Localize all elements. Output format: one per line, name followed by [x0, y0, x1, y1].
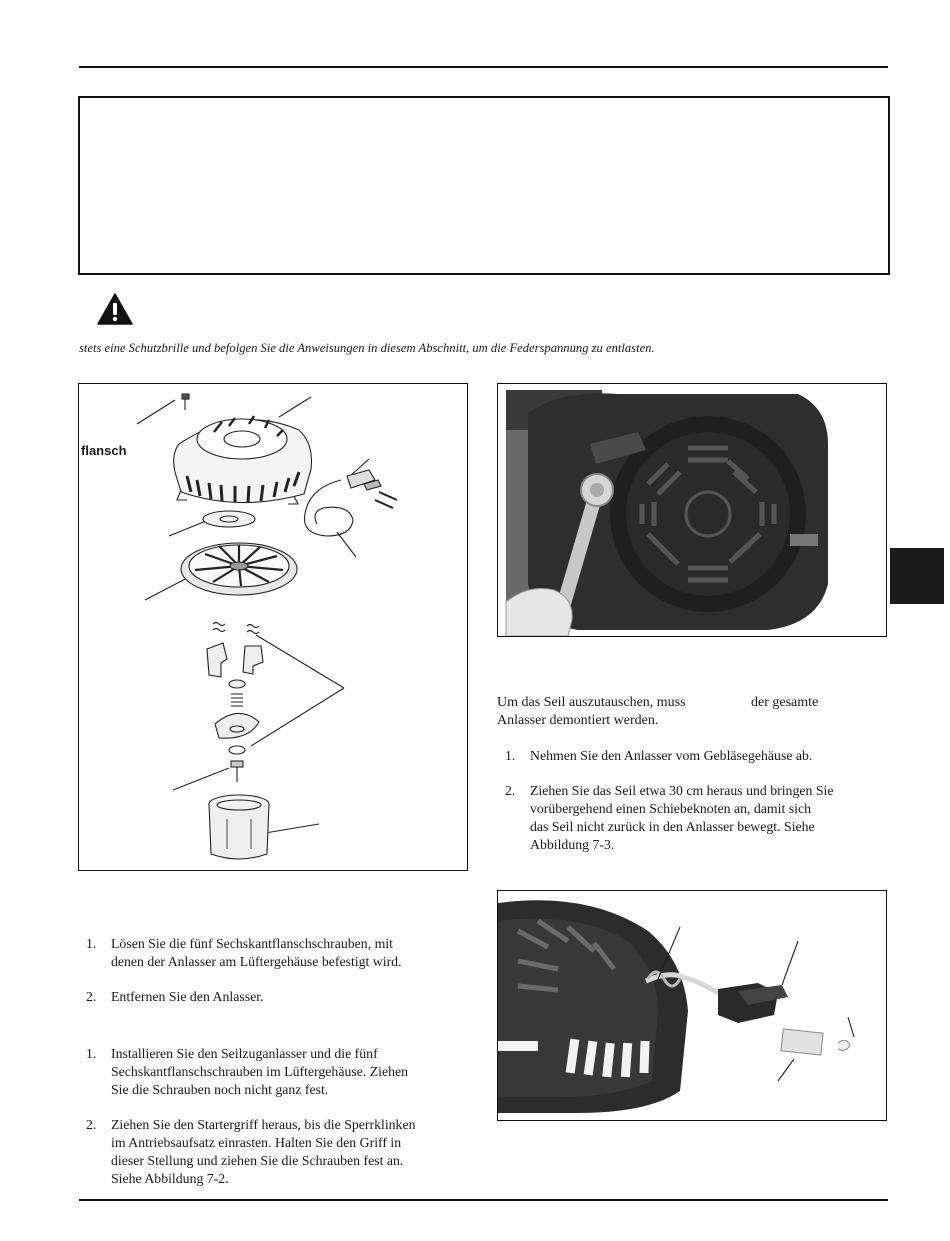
step-line: Installieren Sie den Seilzuganlasser und die fünf: [111, 1046, 378, 1061]
exploded-diagram-drawing: [79, 384, 467, 870]
step-line: Sechskantflanschschrauben im Lüftergehäuse. Ziehen: [111, 1064, 409, 1079]
step-line: Lösen Sie die fünf Sechskantflanschschrauben, mit: [111, 936, 393, 951]
step-number: 1.: [86, 1046, 97, 1061]
top-rule: [79, 66, 888, 68]
step-line: Ziehen Sie den Startergriff heraus, bis die Sperrklinken: [111, 1117, 416, 1132]
section-intro-line1-right: der gesamte: [751, 695, 819, 710]
notice-box: [78, 96, 890, 275]
starter-rope-photo: [498, 891, 886, 1120]
section-intro-line2: Anlasser demontiert werden.: [497, 713, 659, 728]
step-number: 2.: [86, 989, 97, 1004]
chapter-tab: [890, 548, 944, 604]
figure1-label-flansch: flansch: [81, 443, 127, 458]
step-number: 1.: [86, 936, 97, 951]
step-number: 2.: [505, 783, 516, 798]
step-line: Nehmen Sie den Anlasser vom Gebläsegehäuse ab.: [530, 748, 813, 763]
section-intro-line1-left: Um das Seil auszutauschen, muss: [497, 695, 686, 710]
step-line: Siehe Abbildung 7-2.: [111, 1171, 229, 1186]
step-line: Abbildung 7-3.: [530, 837, 615, 852]
step-line: denen der Anlasser am Lüftergehäuse befestigt wird.: [111, 954, 402, 969]
step-number: 1.: [505, 748, 516, 763]
figure-photo-wrench: [497, 383, 887, 637]
step-line: Ziehen Sie das Seil etwa 30 cm heraus und bringen Sie: [530, 783, 834, 798]
step-line: das Seil nicht zurück in den Anlasser bewegt. Siehe: [530, 819, 815, 834]
step-number: 2.: [86, 1117, 97, 1132]
step-line: dieser Stellung und ziehen Sie die Schrauben fest an.: [111, 1153, 404, 1168]
step-line: Entfernen Sie den Anlasser.: [111, 989, 264, 1004]
step-line: Sie die Schrauben noch nicht ganz fest.: [111, 1082, 329, 1097]
figure-photo-rope: [497, 890, 887, 1121]
engine-starter-photo: [498, 384, 886, 636]
bottom-rule: [79, 1199, 888, 1201]
warning-triangle-icon: [97, 293, 133, 325]
warning-text: stets eine Schutzbrille und befolgen Sie die Anweisungen in diesem Abschnitt, um die Federspannung zu entlasten.: [79, 341, 655, 355]
step-line: im Antriebsaufsatz einrasten. Halten Sie den Griff in: [111, 1135, 402, 1150]
step-line: vorübergehend einen Schiebeknoten an, damit sich: [530, 801, 811, 816]
figure-exploded-diagram: [78, 383, 468, 871]
